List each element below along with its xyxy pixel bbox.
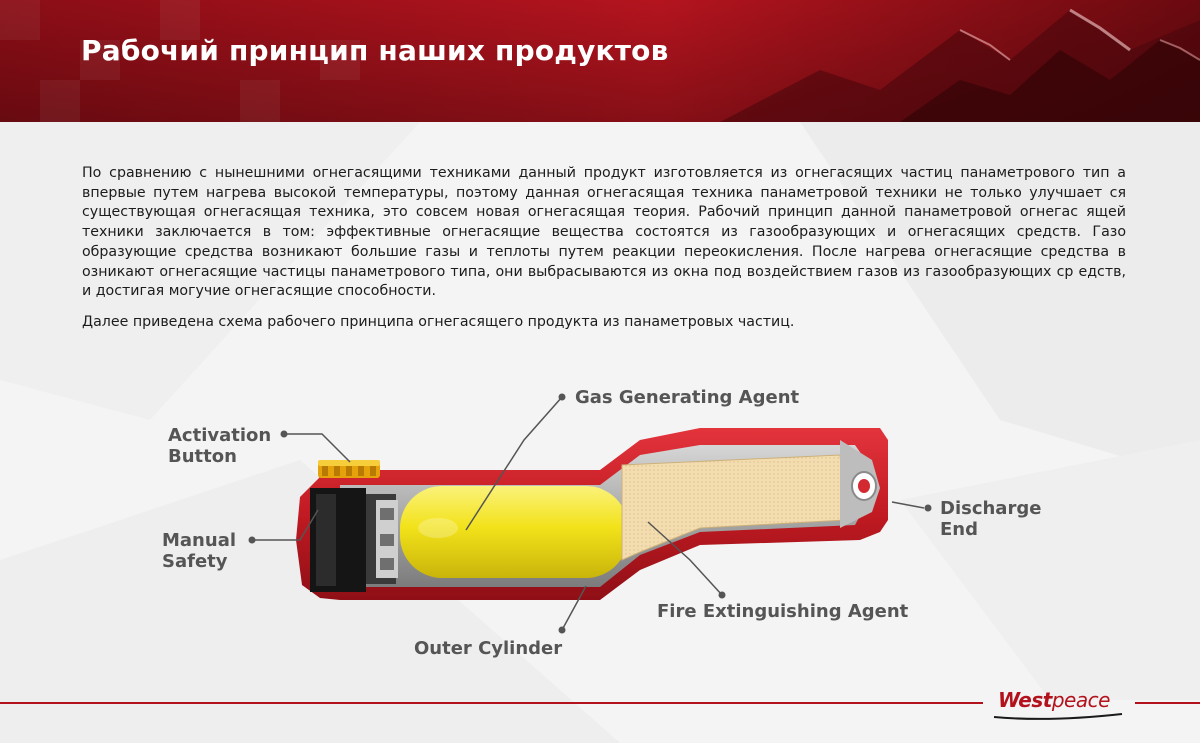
label-activation-button-line2: Button [168,446,237,467]
label-discharge-end-line1: Discharge [940,498,1042,519]
label-activation-button-line1: Activation [168,425,272,446]
label-gas-generating-agent: Gas Generating Agent [575,387,800,408]
label-manual-safety-line2: Safety [162,551,228,572]
fire-extinguishing-agent-shape [622,455,846,560]
intro-paragraph: По сравнению с нынешними огнегасящими техниками данный продукт изготовляется из огнегасящих частиц панаметрового тип а впервые путем нагрева высокой температуры, поэтому данная огнегасящая техника панаметровой техники не только улучшает ся существующая огнегасящая техника, это совсем новая огнегасящая теория. Рабочий принцип данной панаметровой огнегас ящей техники заключается в том: эффективные огнегасящие вещества состоятся из газообразующих и огнегасящих средств. Газо образующие средства возникают большие газы и теплоты путем реакции переокисления. После нагрева огнегасящие средства в озникают огнегасящие частицы панаметрового типа, они выбрасываются из окна под воздействием газов из газообразующих ср едств, и достигая могучие огнегасящие способности. [82,165,1126,300]
activation-button-shape [318,460,380,478]
logo-text [998,688,1110,712]
diagram-intro-note: Далее приведена схема рабочего принципа огнегасящего продукта из панаметровых частиц. [82,314,795,330]
label-discharge-end-line2: End [940,519,978,540]
footer-divider-left [0,702,983,704]
gas-generating-agent-shape [400,486,628,578]
footer-divider-right [1135,702,1200,704]
label-manual-safety-line1: Manual [162,530,237,551]
label-activation-button [168,425,271,467]
label-fire-extinguishing-agent: Fire Extinguishing Agent [657,601,909,622]
header-banner [0,0,1200,122]
westpeace-logo [990,684,1130,724]
label-manual-safety [162,530,236,572]
logo-text-west: West [998,688,1052,712]
page-title: Рабочий принцип наших продуктов [81,34,669,67]
manual-safety-shape [310,488,398,592]
label-outer-cylinder: Outer Cylinder [414,638,563,659]
label-discharge-end [940,498,1041,540]
logo-text-peace: peace [1051,688,1110,712]
